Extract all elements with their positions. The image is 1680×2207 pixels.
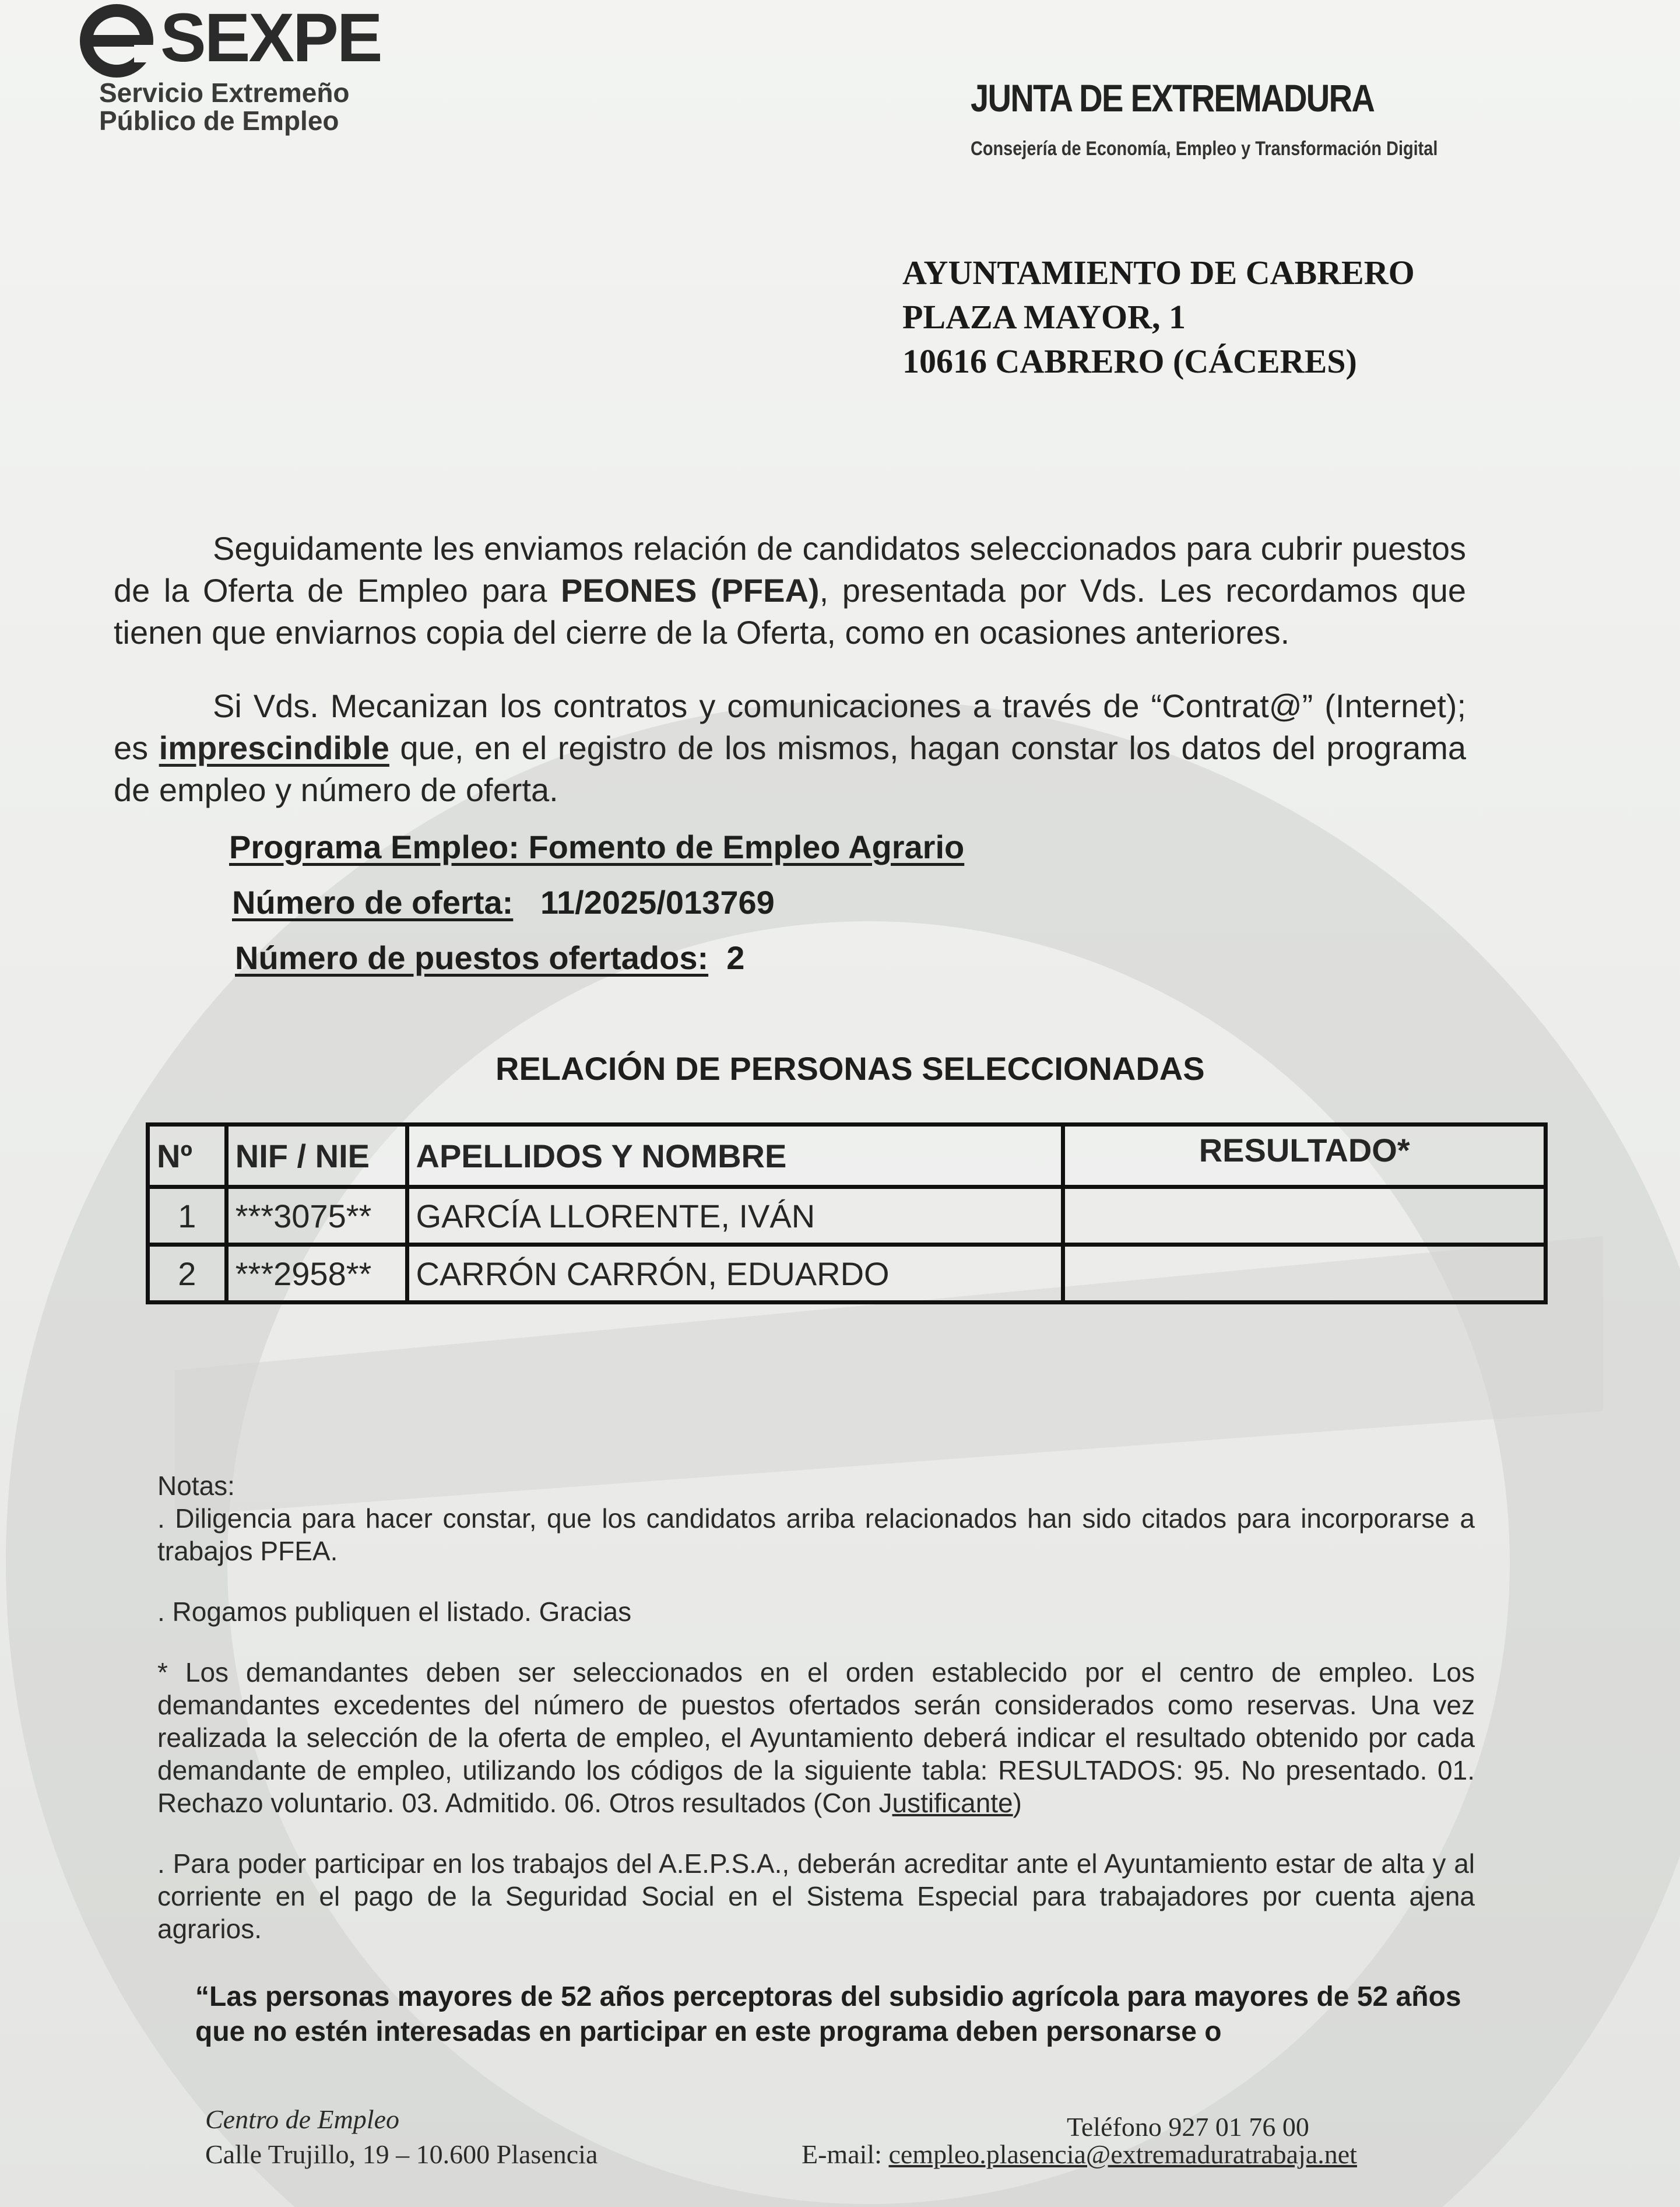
p2-underlined: imprescindible — [159, 729, 389, 766]
p1-text-a: Seguidamente les enviamos relación de candidatos seleccionados para cubrir puestos de la Oferta de Empleo para — [114, 530, 1466, 609]
programa-empleo — [229, 828, 964, 866]
header-num: Nº — [148, 1125, 227, 1187]
table-title: RELACIÓN DE PERSONAS SELECCIONADAS — [495, 1050, 1205, 1087]
note-3-underlined: ustificante — [892, 1788, 1013, 1818]
row-result — [1063, 1187, 1546, 1245]
email-label: E-mail: — [802, 2139, 889, 2169]
header-nif: NIF / NIE — [226, 1125, 407, 1187]
body-paragraph-1 — [114, 528, 1466, 654]
note-1: . Diligencia para hacer constar, que los candidatos arriba relacionados han sido citados para incorporarse a trabajos PFEA. — [157, 1503, 1475, 1566]
table-header-row — [148, 1125, 1546, 1187]
table-row — [148, 1187, 1546, 1245]
footer-phone: Teléfono 927 01 76 00 — [1067, 2112, 1309, 2142]
junta-logo — [971, 76, 1460, 181]
sexpe-logo-subtitle — [99, 79, 350, 135]
row-num: 1 — [148, 1187, 227, 1245]
footer-center-name: Centro de Empleo — [205, 2104, 400, 2134]
quote-text: “Las personas mayores de 52 años perceptoras del subsidio agrícola para mayores de 52 años que no estén interesadas en participar en este programa deben personarse o — [195, 1981, 1461, 2047]
p1-text-b: , presentada por Vds. Les recordamos que tienen que enviarnos copia del cierre de la Oferta, como en ocasiones anteriores. — [114, 572, 1466, 651]
row-num: 2 — [148, 1245, 227, 1303]
row-nif: ***2958** — [226, 1245, 407, 1303]
junta-logo-name: JUNTA DE EXTREMADURA — [971, 76, 1375, 120]
note-3 — [157, 1656, 1475, 1819]
table-row — [148, 1245, 1546, 1303]
oferta-label: Número de oferta: — [232, 884, 514, 921]
puestos-value: 2 — [726, 939, 745, 976]
note-2: . Rogamos publiquen el listado. Gracias — [157, 1597, 632, 1627]
numero-puestos — [235, 939, 744, 977]
p2-text-a: Si Vds. Mecanizan los contratos y comunicaciones a través de “Contrat@” (Internet); es — [114, 687, 1466, 766]
junta-logo-subtitle: Consejería de Economía, Empleo y Transformación Digital — [971, 138, 1438, 160]
email-link[interactable]: cempleo.plasencia@extremaduratrabaja.net — [888, 2139, 1357, 2169]
row-name: CARRÓN CARRÓN, EDUARDO — [407, 1245, 1063, 1303]
selected-people-table — [146, 1122, 1548, 1304]
numero-oferta — [232, 883, 775, 921]
sexpe-logo-name: SEXPE — [160, 0, 381, 76]
row-result — [1063, 1245, 1546, 1303]
sexpe-logo-line2: Público de Empleo — [99, 106, 339, 136]
row-nif: ***3075** — [226, 1187, 407, 1245]
footer-office — [205, 2102, 598, 2172]
body-paragraph-2 — [114, 685, 1466, 811]
header-name: APELLIDOS Y NOMBRE — [407, 1125, 1063, 1187]
sexpe-e-icon — [79, 3, 154, 79]
note-3-end: ) — [1013, 1788, 1022, 1818]
sexpe-logo — [79, 0, 381, 152]
footer-email — [802, 2139, 1357, 2170]
note-4: . Para poder participar en los trabajos del A.E.P.S.A., deberán acreditar ante el Ayuntamiento estar de alta y al corriente en el pago de la Seguridad Social en el Sistema Especial para trabajadores por cuenta ajena agrarios. — [157, 1848, 1475, 1944]
address-line-3: 10616 CABRERO (CÁCERES) — [902, 342, 1357, 380]
puestos-label: Número de puestos ofertados: — [235, 939, 709, 976]
note-3-text: * Los demandantes deben ser seleccionados en el orden establecido por el centro de empleo. Los demandantes excedentes del número de puestos ofertados serán considerados como reservas. Una vez realizada la selección de la oferta de empleo, el Ayuntamiento deberá indicar el resultado obtenido por cada demandante de empleo, utilizando los códigos de la siguiente tabla: RESULTADOS: 95. No presentado. 01. Rechazo voluntario. 03. Admitido. 06. Otros resultados (Con J — [157, 1657, 1475, 1818]
oferta-value: 11/2025/013769 — [540, 884, 775, 921]
p2-text-b: que, en el registro de los mismos, hagan constar los datos del programa de empleo y número de oferta. — [114, 729, 1467, 808]
footer-street: Calle Trujillo, 19 – 10.600 Plasencia — [205, 2139, 598, 2169]
row-name: GARCÍA LLORENTE, IVÁN — [407, 1187, 1063, 1245]
address-line-1: AYUNTAMIENTO DE CABRERO — [902, 254, 1415, 292]
header-result: RESULTADO* — [1063, 1125, 1546, 1187]
recipient-address — [902, 251, 1415, 384]
sexpe-logo-line1: Servicio Extremeño — [99, 78, 350, 108]
p1-bold: PEONES (PFEA) — [560, 572, 820, 609]
notes-title: Notas: — [157, 1471, 235, 1501]
programa-label: Programa Empleo: Fomento de Empleo Agrario — [229, 829, 965, 865]
address-line-2: PLAZA MAYOR, 1 — [902, 298, 1186, 336]
notes-section — [157, 1469, 1475, 1973]
